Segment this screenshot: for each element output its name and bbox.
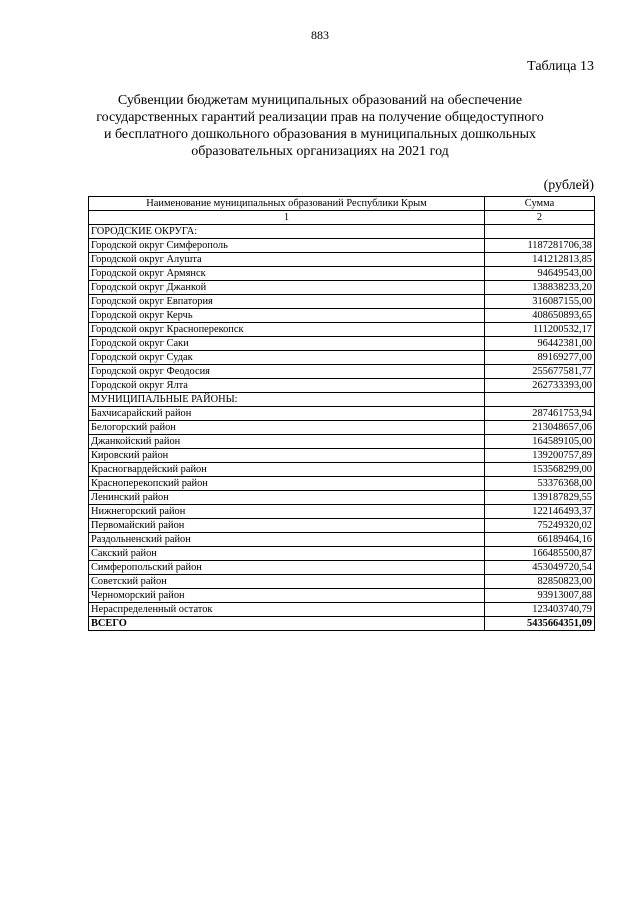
table-body: [89, 197, 595, 631]
row-sum: 287461753,94: [485, 407, 595, 421]
row-sum: 262733393,00: [485, 379, 595, 393]
table-row: [89, 239, 595, 253]
row-sum: 1187281706,38: [485, 239, 595, 253]
row-sum: 141212813,85: [485, 253, 595, 267]
row-name: Городской округ Алушта: [89, 253, 485, 267]
table-row: [89, 435, 595, 449]
row-name: Симферопольский район: [89, 561, 485, 575]
row-sum: 122146493,37: [485, 505, 595, 519]
title-line: и бесплатного дошкольного образования в муниципальных дошкольных: [103, 127, 537, 142]
title-line: государственных гарантий реализации прав на получение общедоступного: [96, 110, 544, 125]
table-row: [89, 421, 595, 435]
table-row: [89, 547, 595, 561]
row-name: Городской округ Симферополь: [89, 239, 485, 253]
section-row-city: [89, 225, 595, 239]
row-name: Городской округ Саки: [89, 337, 485, 351]
row-name: Бахчисарайский район: [89, 407, 485, 421]
title-line: Субвенции бюджетам муниципальных образований на обеспечение: [117, 93, 523, 108]
row-name: Городской округ Красноперекопск: [89, 323, 485, 337]
row-sum: 75249320,02: [485, 519, 595, 533]
row-sum: 53376368,00: [485, 477, 595, 491]
table-row: [89, 267, 595, 281]
table-row: [89, 519, 595, 533]
row-name: Раздольненский район: [89, 533, 485, 547]
row-name: Ленинский район: [89, 491, 485, 505]
table-row: [89, 575, 595, 589]
row-name: Первомайский район: [89, 519, 485, 533]
column-number-row: [89, 211, 595, 225]
table-label: Таблица 13: [527, 59, 594, 74]
row-sum: 316087155,00: [485, 295, 595, 309]
units-label: (рублей): [543, 178, 594, 193]
table-row: [89, 323, 595, 337]
table-row: [89, 449, 595, 463]
section-label: ГОРОДСКИЕ ОКРУГА:: [89, 225, 485, 239]
row-sum: 111200532,17: [485, 323, 595, 337]
row-sum: 453049720,54: [485, 561, 595, 575]
table-row: [89, 351, 595, 365]
table-row: [89, 603, 595, 617]
column-number-2: 2: [485, 211, 595, 225]
row-name: Городской округ Ялта: [89, 379, 485, 393]
row-sum: 82850823,00: [485, 575, 595, 589]
total-label: ВСЕГО: [89, 617, 485, 631]
row-name: Красноперекопский район: [89, 477, 485, 491]
row-sum: 94649543,00: [485, 267, 595, 281]
title-line: образовательных организациях на 2021 год: [191, 144, 449, 159]
row-name: Белогорский район: [89, 421, 485, 435]
table-row: [89, 365, 595, 379]
row-name: Нераспределенный остаток: [89, 603, 485, 617]
row-sum: 213048657,06: [485, 421, 595, 435]
row-sum: 96442381,00: [485, 337, 595, 351]
table-row: [89, 561, 595, 575]
section-row-district: [89, 393, 595, 407]
row-name: Джанкойский район: [89, 435, 485, 449]
table-row: [89, 295, 595, 309]
table-row: [89, 505, 595, 519]
empty-cell: [485, 225, 595, 239]
row-name: Кировский район: [89, 449, 485, 463]
row-sum: 93913007,88: [485, 589, 595, 603]
header-name-cell: Наименование муниципальных образований Республики Крым: [89, 197, 485, 211]
table-row: [89, 463, 595, 477]
row-name: Городской округ Джанкой: [89, 281, 485, 295]
table-row: [89, 379, 595, 393]
row-name: Красногвардейский район: [89, 463, 485, 477]
row-name: Городской округ Феодосия: [89, 365, 485, 379]
row-sum: 139200757,89: [485, 449, 595, 463]
row-name: Нижнегорский район: [89, 505, 485, 519]
row-name: Городской округ Армянск: [89, 267, 485, 281]
total-row: [89, 617, 595, 631]
row-sum: 153568299,00: [485, 463, 595, 477]
row-sum: 66189464,16: [485, 533, 595, 547]
table-row: [89, 491, 595, 505]
table-row: [89, 407, 595, 421]
row-sum: 139187829,55: [485, 491, 595, 505]
table-row: [89, 337, 595, 351]
empty-cell: [485, 393, 595, 407]
table-row: [89, 533, 595, 547]
row-name: Советский район: [89, 575, 485, 589]
section-label: МУНИЦИПАЛЬНЫЕ РАЙОНЫ:: [89, 393, 485, 407]
column-number-1: 1: [89, 211, 485, 225]
row-name: Городской округ Керчь: [89, 309, 485, 323]
table-row: [89, 589, 595, 603]
table-row: [89, 477, 595, 491]
row-sum: 138838233,20: [485, 281, 595, 295]
row-sum: 89169277,00: [485, 351, 595, 365]
row-sum: 123403740,79: [485, 603, 595, 617]
table-row: [89, 253, 595, 267]
document-title: [80, 92, 560, 160]
row-sum: 255677581,77: [485, 365, 595, 379]
total-sum: 5435664351,09: [485, 617, 595, 631]
row-name: Городской округ Судак: [89, 351, 485, 365]
row-name: Сакский район: [89, 547, 485, 561]
table-row: [89, 281, 595, 295]
header-sum-cell: Сумма: [485, 197, 595, 211]
row-name: Черноморский район: [89, 589, 485, 603]
row-sum: 166485500,87: [485, 547, 595, 561]
table-row: [89, 309, 595, 323]
row-sum: 408650893,65: [485, 309, 595, 323]
page-number: 883: [311, 28, 329, 42]
subvention-table: [88, 196, 595, 631]
row-name: Городской округ Евпатория: [89, 295, 485, 309]
header-row: [89, 197, 595, 211]
row-sum: 164589105,00: [485, 435, 595, 449]
